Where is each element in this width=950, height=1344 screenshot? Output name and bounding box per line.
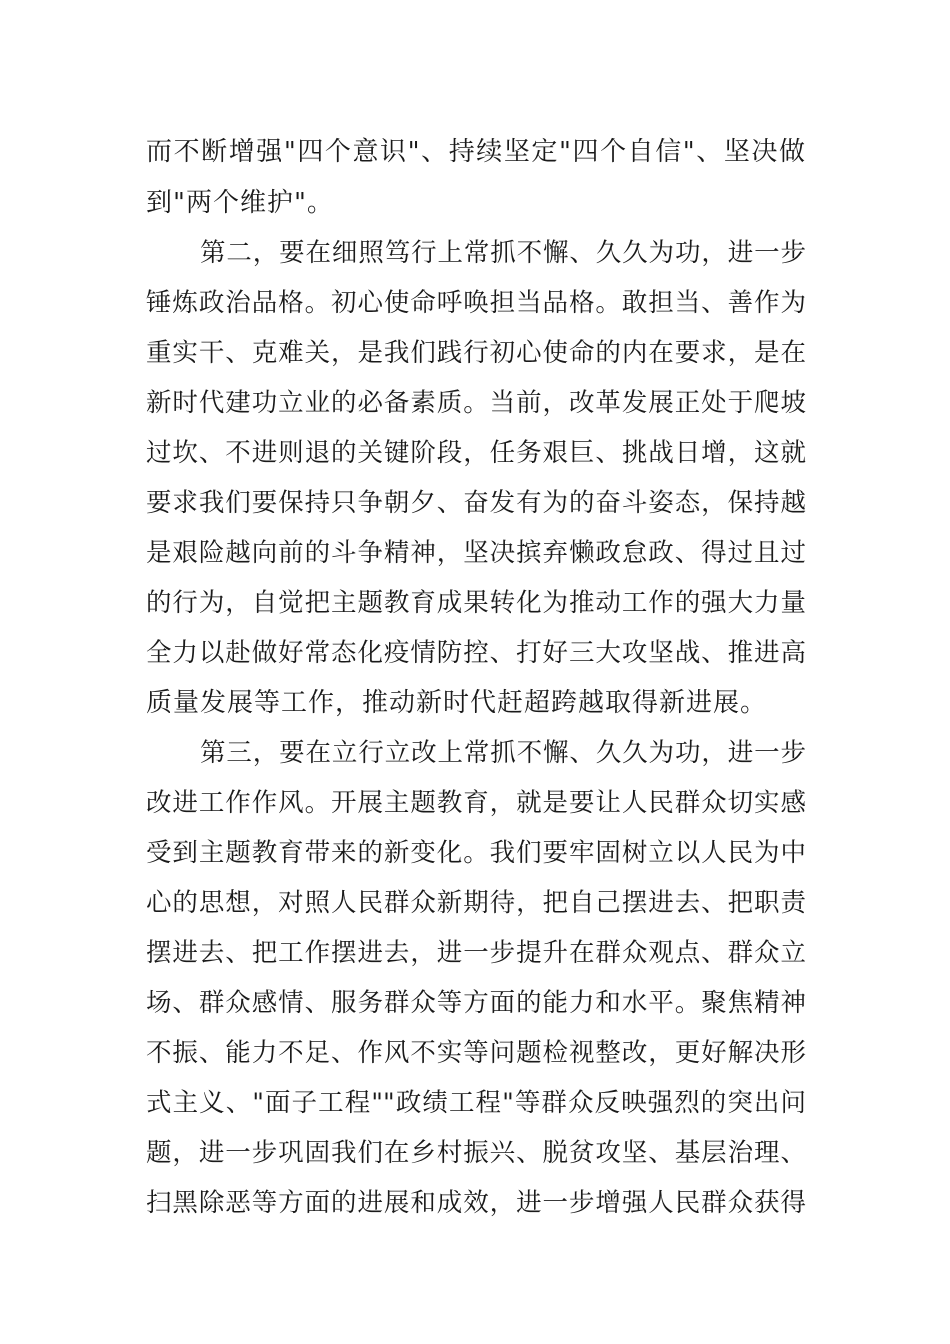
text-line: 质量发展等工作，推动新时代赶超跨越取得新进展。 [146,688,768,718]
text-line: 重实干、克难关，是我们践行初心使命的内在要求，是在 [146,338,806,368]
text-line: 而不断增强"四个意识"、持续坚定"四个自信"、坚决做 [146,137,806,167]
text-line: 要求我们要保持只争朝夕、奋发有为的奋斗姿态，保持越 [146,488,806,518]
text-line: 全力以赴做好常态化疫情防控、打好三大攻坚战、推进高 [146,638,806,668]
paragraph-first-line: 第二，要在细照笃行上常抓不懈、久久为功，进一步 [200,238,806,268]
text-line: 过坎、不进则退的关键阶段，任务艰巨、挑战日增，这就 [146,438,806,468]
text-line: 扫黑除恶等方面的进展和成效，进一步增强人民群众获得 [146,1188,806,1218]
text-line: 摆进去、把工作摆进去，进一步提升在群众观点、群众立 [146,938,806,968]
text-line: 场、群众感情、服务群众等方面的能力和水平。聚焦精神 [146,988,806,1018]
text-line: 到"两个维护"。 [146,188,334,218]
text-line: 是艰险越向前的斗争精神，坚决摈弃懒政怠政、得过且过 [146,538,806,568]
text-line: 的行为，自觉把主题教育成果转化为推动工作的强大力量 [146,588,806,618]
text-line: 题，进一步巩固我们在乡村振兴、脱贫攻坚、基层治理、 [146,1138,806,1168]
text-line: 锤炼政治品格。初心使命呼唤担当品格。敢担当、善作为 [146,288,806,318]
text-line: 心的思想，对照人民群众新期待，把自己摆进去、把职责 [146,888,806,918]
text-line: 式主义、"面子工程""政绩工程"等群众反映强烈的突出问 [146,1088,806,1118]
text-line: 受到主题教育带来的新变化。我们要牢固树立以人民为中 [146,838,806,868]
text-line: 不振、能力不足、作风不实等问题检视整改，更好解决形 [146,1038,806,1068]
text-line: 新时代建功立业的必备素质。当前，改革发展正处于爬坡 [146,388,806,418]
text-line: 改进工作作风。开展主题教育，就是要让人民群众切实感 [146,788,806,818]
paragraph-first-line: 第三，要在立行立改上常抓不懈、久久为功，进一步 [200,738,806,768]
